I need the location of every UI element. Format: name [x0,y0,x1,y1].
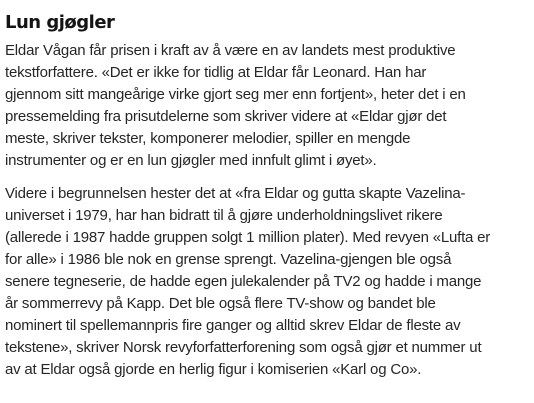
text-line: gjennom sitt mangeårige virke gjort seg mer enn fortjent», heter det i en [5,86,466,103]
article-section [5,10,530,381]
text-line: Videre i begrunnelsen hester det at «fra Eldar og gutta skapte Vazelina- [5,185,466,202]
text-line: pressemelding fra prisutdelerne som skriver videre at «Eldar gjør det [5,108,447,125]
text-line: universet i 1979, har han bidratt til å gjøre underholdningslivet rikere [5,207,443,224]
section-heading: Lun gjøgler [5,12,115,33]
text-line: meste, skriver tekster, komponerer melodier, spiller en mengde [5,130,411,147]
text-line: av at Eldar også gjorde en herlig figur i komiserien «Karl og Co». [5,361,422,378]
text-line: (allerede i 1987 hadde gruppen solgt 1 million plater). Med revyen «Lufta er [5,229,491,246]
text-line: tekstene», skriver Norsk revyforfatterforening som også gjør et nummer ut [5,339,482,356]
text-line: nominert til spellemannpris fire ganger og alltid skrev Eldar de fleste av [5,317,461,334]
text-line: tekstforfattere. «Det er ikke for tidlig at Eldar får Leonard. Han har [5,64,427,81]
text-line: Eldar Vågan får prisen i kraft av å være en av landets mest produktive [5,42,456,59]
text-line: for alle» i 1986 ble nok en grense sprengt. Vazelina-gjengen ble også [5,251,452,268]
paragraph-2 [5,183,530,381]
text-line: år sommerrevy på Kapp. Det ble også flere TV-show og bandet ble [5,295,436,312]
text-line: instrumenter og er en lun gjøgler med innfult glimt i øyet». [5,152,377,169]
text-line: senere tegneserie, de hadde egen julekalender på TV2 og hadde i mange [5,273,482,290]
paragraph-1 [5,40,530,172]
